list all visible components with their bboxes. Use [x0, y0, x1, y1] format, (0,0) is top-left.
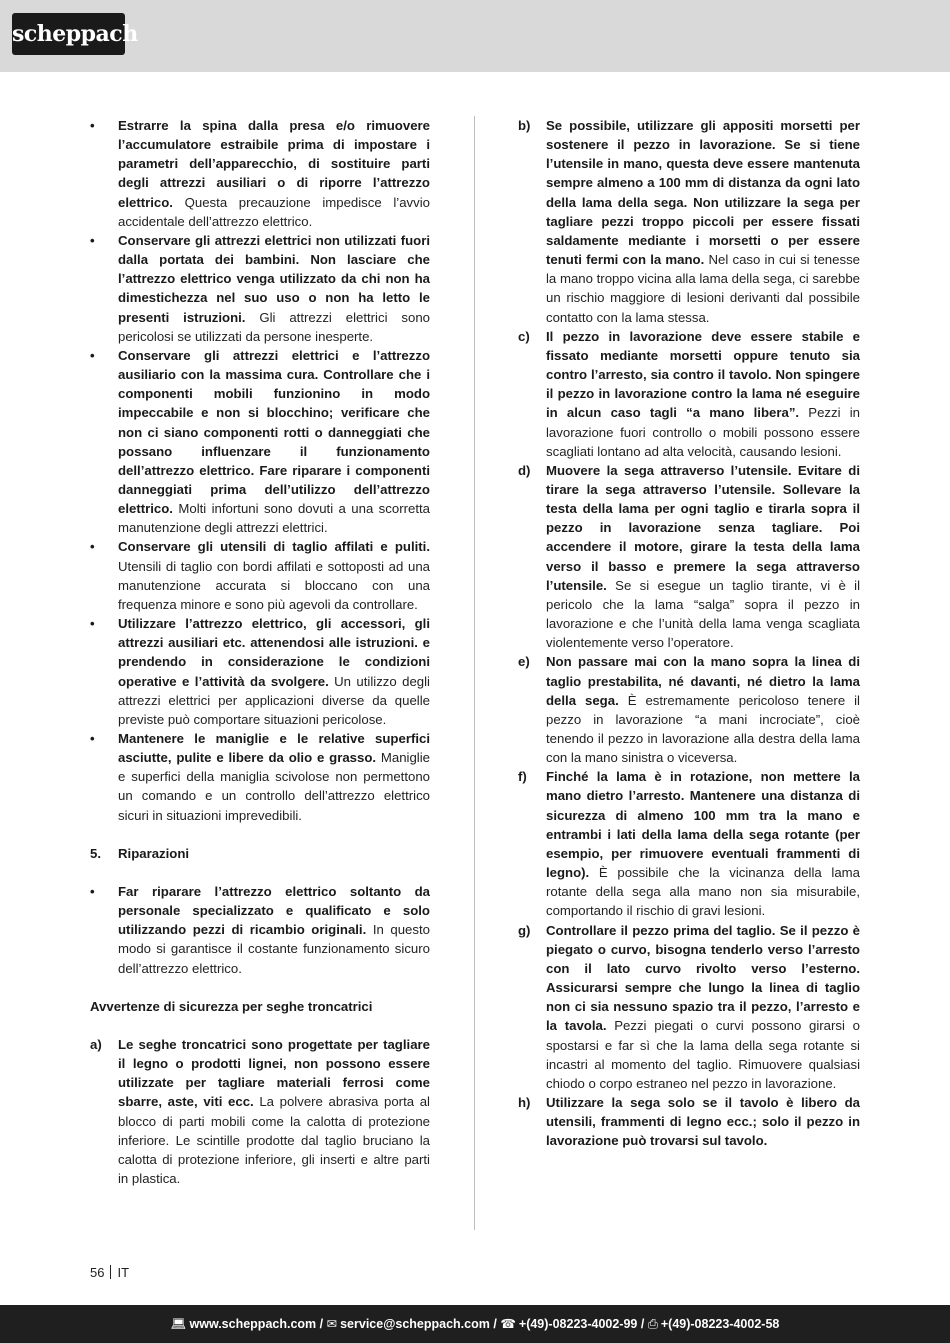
bullet-item	[90, 116, 430, 231]
explanation-text: La polvere abrasiva porta al blocco di parti mobili come la calotta di protezione inferiore. Le scintille prodotte dal taglio bruciano la calotta di protezione inferiore, gli inserti e altre parti in plastica.	[118, 1094, 430, 1186]
bold-instruction: Far riparare l’attrezzo elettrico soltanto da personale specializzato e qualificato e solo utilizzando pezzi di ricambio originali.	[118, 883, 430, 938]
list-item-text	[546, 116, 860, 327]
warnings-list	[90, 1035, 430, 1188]
explanation-text: Questa precauzione impedisce l’avvio accidentale dell’attrezzo elettrico.	[118, 194, 430, 229]
list-item-text	[118, 346, 430, 538]
list-item-text	[546, 1093, 860, 1150]
computer-icon: 💻︎	[170, 1317, 187, 1331]
bold-instruction: Estrarre la spina dalla presa e/o rimuovere l’accumulatore estraibile prima di impostare i parametri dell’apparecchio, di sostituire parti degli attrezzi ausiliari o di riporre l’attrezzo elettrico.	[118, 118, 430, 210]
list-marker: •	[90, 616, 95, 632]
lettered-item	[518, 116, 860, 327]
bold-instruction: Finché la lama è in rotazione, non mettere la mano dietro l’arresto. Mantenere una distanza di sicurezza di almeno 100 mm tra la mano e entrambi i lati della lama della sega rotante (per esempio, per rimuovere eventuali frammenti di legno).	[546, 769, 860, 881]
section-heading-repairs	[90, 844, 430, 863]
list-item-text	[546, 327, 860, 461]
bullet-item	[90, 537, 430, 614]
list-marker: c)	[518, 328, 530, 344]
contact-separator: /	[640, 1317, 645, 1331]
bold-instruction: Non passare mai con la mano sopra la linea di taglio prestabilita, né davanti, né dietro la lama della sega.	[546, 654, 860, 708]
page-number: 56	[90, 1265, 105, 1280]
contact-separator: /	[319, 1317, 324, 1331]
phone-icon: ☎︎	[500, 1317, 516, 1331]
left-column	[90, 116, 430, 1188]
section-number: 5.	[90, 845, 101, 861]
list-marker: d)	[518, 462, 531, 478]
list-marker: a)	[90, 1036, 102, 1052]
explanation-text: Molti infortuni sono dovuti a una scorretta manutenzione degli attrezzi elettrici.	[118, 501, 430, 536]
fax-icon: ⎙	[647, 1317, 658, 1331]
lettered-item	[518, 921, 860, 1093]
column-divider	[474, 116, 475, 1230]
list-marker: •	[90, 731, 95, 746]
language-code: IT	[117, 1265, 130, 1280]
mail-icon: ✉︎	[326, 1317, 338, 1331]
list-marker: •	[90, 347, 95, 363]
bold-instruction: Conservare gli attrezzi elettrici non utilizzati fuori dalla portata dei bambini. Non lasciare che l’attrezzo elettrico venga utilizzato da chi non ha dimestichezza nel suo uso o non ha letto le presenti istruzioni.	[118, 232, 430, 325]
warnings-heading-text: Avvertenze di sicurezza per seghe troncatrici	[90, 998, 373, 1014]
lettered-item	[518, 652, 860, 767]
explanation-text: È estremamente pericoloso tenere il pezzo in lavorazione “a mani incrociate”, cioè tenendo il pezzo in lavorazione alla destra della lama con la mano sinistra o viceversa.	[546, 692, 860, 766]
repairs-list	[90, 882, 430, 978]
list-marker: •	[90, 118, 95, 133]
bold-instruction: Conservare gli utensili di taglio affilati e puliti.	[118, 539, 430, 555]
list-item-text	[118, 614, 430, 729]
fax-number: +(49)-08223-4002-58	[660, 1317, 780, 1331]
list-marker: b)	[518, 118, 531, 133]
list-item-text	[118, 1035, 430, 1188]
lettered-item	[90, 1035, 430, 1188]
bold-instruction: Se possibile, utilizzare gli appositi morsetti per sostenere il pezzo in lavorazione. Se si tiene l’utensile in mano, questa deve essere mantenuta sempre almeno a 100 mm di distanza da ogni lato della lama della sega. Non utilizzare la sega per tagliare pezzi troppo piccoli per essere fissati saldamente mediante i morsetti o per essere tenuti fermi con la mano.	[546, 118, 860, 268]
list-marker: h)	[518, 1094, 531, 1110]
bold-instruction: Mantenere le maniglie e le relative superfici asciutte, pulite e libere da olio e grasso.	[118, 731, 430, 766]
section-title: Riparazioni	[118, 845, 190, 861]
lettered-item	[518, 767, 860, 920]
bold-instruction: Utilizzare la sega solo se il tavolo è libero da utensili, frammenti di legno ecc.; solo il pezzo in lavorazione può trovarsi sul tavolo.	[546, 1094, 860, 1149]
list-item-text	[118, 882, 430, 978]
list-marker: e)	[518, 654, 530, 670]
bold-instruction: Le seghe troncatrici sono progettate per tagliare il legno o prodotti lignei, non possono essere utilizzate per tagliare materiali ferrosi come sbarre, aste, viti ecc.	[118, 1036, 430, 1110]
header-bar	[0, 0, 950, 72]
right-lettered-list	[518, 116, 860, 1150]
list-item-text	[118, 116, 430, 231]
explanation-text: Se si esegue un taglio tirante, vi è il pericolo che la lama “salga” sopra il pezzo in lavorazione e che l’unità della lama venga scagliata violentemente verso l’operatore.	[546, 577, 860, 651]
explanation-text: Utensili di taglio con bordi affilati e sottoposti ad una manutenzione accurata si bloccano con una frequenza minore e sono più agevoli da controllare.	[118, 558, 430, 612]
page-footer-number	[90, 1265, 129, 1280]
explanation-text: Gli attrezzi elettrici sono pericolosi se utilizzati da persone inesperte.	[118, 309, 430, 344]
bullet-item	[90, 729, 430, 825]
list-item-text	[546, 767, 860, 920]
lettered-item	[518, 461, 860, 653]
right-column	[518, 116, 860, 1150]
left-bullet-list	[90, 116, 430, 825]
page-separator	[110, 1265, 111, 1279]
contact-bar	[0, 1305, 950, 1343]
explanation-text: Pezzi piegati o curvi possono girarsi o spostarsi e far sì che la lama della sega rotante si incastri al momento del taglio. Rimuovere qualsiasi chiodo o corpo estraneo nel pezzo in lavorazione.	[546, 1018, 860, 1091]
explanation-text: Un utilizzo degli attrezzi elettrici per applicazioni diverse da quelle previste può comportare situazioni pericolose.	[118, 673, 430, 727]
explanation-text: In questo modo si garantisce il costante funzionamento sicuro dell’attrezzo elettrico.	[118, 922, 430, 976]
explanation-text: Nel caso in cui si tenesse la mano troppo vicina alla lama della sega, ci sarebbe un rischio maggiore di lesioni derivanti dal possibile contatto con la lama stessa.	[546, 252, 860, 325]
contact-separator: /	[493, 1317, 497, 1331]
explanation-text: Pezzi in lavorazione fuori controllo o mobili possono essere scagliati lontano ad alta velocità, causando lesioni.	[546, 405, 860, 459]
email-link[interactable]: service@scheppach.com	[340, 1317, 490, 1331]
list-marker: f)	[518, 769, 527, 785]
phone-number: +(49)-08223-4002-99	[518, 1317, 638, 1331]
bold-instruction: Muovere la sega attraverso l’utensile. Evitare di tirare la sega attraverso l’utensile. Sollevare la testa della lama per ogni taglio e tirarla sopra il pezzo in lavorazione senza tagliare. Poi accendere il motore, girare la testa della lama verso il basso e premere la sega attraverso l’utensile.	[546, 462, 860, 593]
list-item-text	[546, 652, 860, 767]
web-link[interactable]: www.scheppach.com	[189, 1317, 317, 1331]
explanation-text: Maniglie e superfici della maniglia scivolose non permettono un comando e un controllo dell’attrezzo elettrico sicuri in situazioni imprevedibili.	[118, 750, 431, 823]
list-item-text	[118, 231, 430, 346]
list-marker: •	[90, 232, 95, 248]
warnings-heading	[90, 997, 430, 1016]
list-item-text	[118, 729, 430, 825]
list-item-text	[546, 921, 860, 1093]
bold-instruction: Il pezzo in lavorazione deve essere stabile e fissato mediante morsetti oppure tenuto sia contro l’arresto, sia contro il tavolo. Non spingere il pezzo in lavorazione contro la lama né eseguire in alcun caso tagli “a mano libera”.	[546, 328, 860, 421]
list-item-text	[118, 537, 430, 614]
list-marker: •	[90, 539, 95, 555]
bullet-item	[90, 614, 430, 729]
bold-instruction: Conservare gli attrezzi elettrici e l’attrezzo ausiliario con la massima cura. Controllare che i componenti mobili funzionino in modo impeccabile e non si blocchino; verificare che non ci siano componenti rotti o danneggiati che possano influenzare il funzionamento dell’attrezzo elettrico. Fare riparare i componenti danneggiati prima dell’utilizzo dell’attrezzo elettrico.	[118, 347, 430, 517]
bullet-item	[90, 346, 430, 538]
bold-instruction: Utilizzare l’attrezzo elettrico, gli accessori, gli attrezzi ausiliari etc. attenendosi alle istruzioni. e prendendo in considerazione le condizioni operative e l’attività da svolgere.	[118, 616, 430, 689]
bullet-item	[90, 231, 430, 346]
list-marker: •	[90, 883, 95, 899]
bold-instruction: Controllare il pezzo prima del taglio. Se il pezzo è piegato o curvo, bisogna tenderlo verso l’arresto con il lato curvo rivolto verso l’esterno. Assicurarsi sempre che lungo la linea di taglio non ci sia nessuno spazio tra il pezzo, l’arresto e la tavola.	[546, 922, 860, 1034]
lettered-item	[518, 327, 860, 461]
list-item-text	[546, 461, 860, 653]
explanation-text: È possibile che la vicinanza della lama rotante della sega alla mano non sia misurabile, comportando il rischio di gravi lesioni.	[546, 865, 860, 919]
list-marker: g)	[518, 922, 531, 938]
bullet-item	[90, 882, 430, 978]
scheppach-logo: scheppach	[12, 13, 125, 55]
lettered-item	[518, 1093, 860, 1150]
